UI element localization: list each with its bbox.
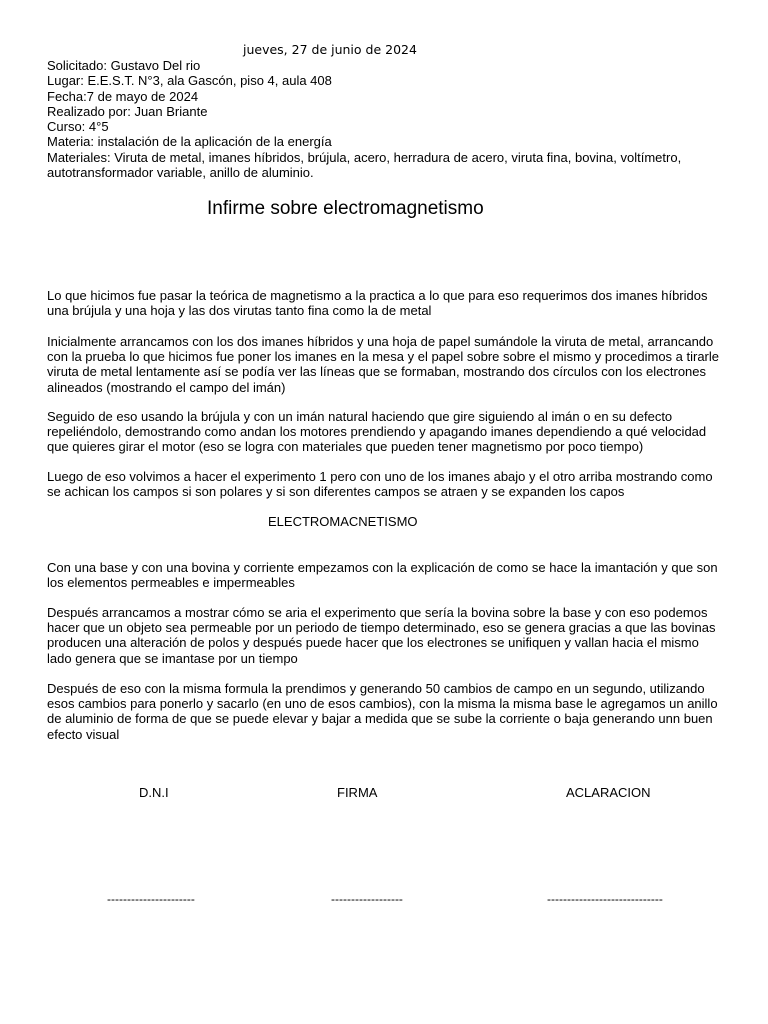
firma-label: FIRMA	[337, 785, 378, 800]
paragraph-2: Inicialmente arrancamos con los dos imanes híbridos y una hoja de papel sumándole la viruta de metal, arrancando con la prueba lo que hicimos fue poner los imanes en la mesa y el papel sobre sobre el mismo y procedimos a tirarle viruta de metal lentamente así se podía ver las líneas que se formaban, mostrando dos círculos con los electrones alineados (mostrando el campo del imán)	[47, 334, 720, 395]
paragraph-6: Después arrancamos a mostrar cómo se aria el experimento que sería la bovina sobre la base y con eso podemos hacer que un objeto sea permeable por un periodo de tiempo determinado, eso se genera gracias a que las bovinas producen una alteración de polos y después puede hacer que los electrones se unifiquen y vallan hacia el mismo lado genera que se imantase por un tiempo	[47, 605, 716, 666]
paragraph-1: Lo que hicimos fue pasar la teórica de magnetismo a la practica a lo que para eso requerimos dos imanes híbridos una brújula y una hoja y las dos virutas tanto fina como la de metal	[47, 288, 708, 319]
document-title: Infirme sobre electromagnetismo	[207, 198, 484, 219]
document-header	[47, 58, 727, 180]
materia-line: Materia: instalación de la aplicación de la energía	[47, 134, 332, 150]
aclaracion-signature-line: -----------------------------	[547, 892, 663, 906]
fecha-line: Fecha:7 de mayo de 2024	[47, 88, 199, 104]
paragraph-5: Con una base y con una bovina y corriente empezamos con la explicación de como se hace la imantación y que son los elementos permeables e impermeables	[47, 560, 718, 591]
firma-signature-line: ------------------	[331, 892, 403, 906]
materiales-line: Materiales: Viruta de metal, imanes híbridos, brújula, acero, herradura de acero, viruta fina, bovina, voltímetro, autotransformador variable, anillo de aluminio.	[47, 149, 682, 181]
realizado-line: Realizado por: Juan Briante	[47, 103, 208, 119]
curso-line: Curso: 4°5	[47, 119, 109, 135]
aclaracion-label: ACLARACION	[566, 785, 651, 800]
solicitado-line: Solicitado: Gustavo Del rio	[47, 58, 201, 73]
document-date: jueves, 27 de junio de 2024	[243, 42, 417, 57]
paragraph-7: Después de eso con la misma formula la prendimos y generando 50 cambios de campo en un segundo, utilizando esos cambios para ponerlo y sacarlo (en uno de esos cambios), con la misma la misma base le agregamos un anillo de aluminio de forma de que se puede elevar y bajar a medida que se sube la corriente o baja generando unn buen efecto visual	[47, 681, 718, 742]
dni-signature-line: ----------------------	[107, 892, 195, 906]
paragraph-3: Seguido de eso usando la brújula y con un imán natural haciendo que gire siguiendo al imán o en su defecto repeliéndolo, demostrando como andan los motores prendiendo y apagando imanes dependiendo a qué velocidad que quieres girar el motor (eso se logra con materiales que pueden tener magnetismo por poco tiempo)	[47, 409, 707, 455]
section-heading: ELECTROMACNETISMO	[268, 514, 418, 529]
lugar-line: Lugar: E.E.S.T. N°3, ala Gascón, piso 4, aula 408	[47, 73, 332, 89]
paragraph-4: Luego de eso volvimos a hacer el experimento 1 pero con uno de los imanes abajo y el otro arriba mostrando como se achican los campos si son polares y si son diferentes campos se atraen y se expanden los capos	[47, 469, 713, 500]
dni-label: D.N.I	[139, 785, 169, 800]
